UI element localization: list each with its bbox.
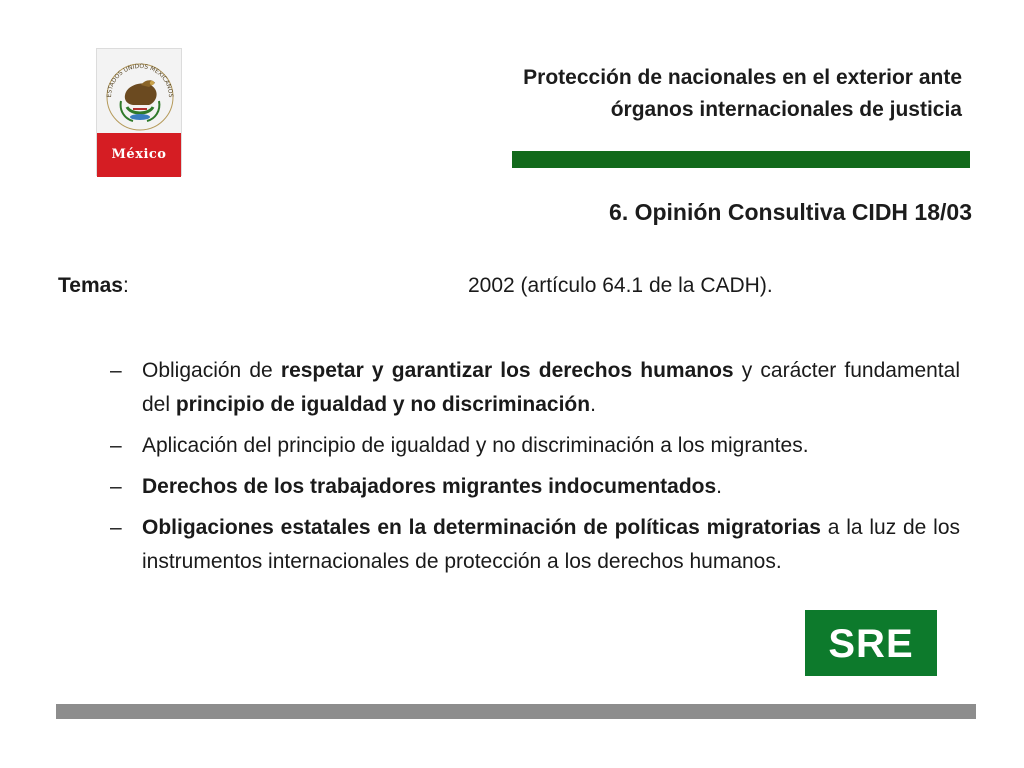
mexico-logo [96,48,182,176]
title-line-1: Protección de nacionales en el exterior ante [523,66,962,89]
body-text: . [716,475,723,498]
sre-logo: SRE [805,610,937,676]
coat-of-arms-icon [97,49,183,133]
bullet-dash: – [110,475,122,498]
bold-text: Obligaciones estatales en la determinación de políticas migratorias [142,516,821,539]
bold-text: principio de igualdad y no discriminación [175,393,591,416]
body-text: y carácter fundamental del [142,359,960,416]
temas-label: Temas: [58,274,129,297]
body-text: Obligación de [142,359,281,382]
header-accent-bar [512,151,970,168]
topics-list [110,354,960,586]
bullet-dash: – [110,359,122,382]
footer-bar [56,704,976,719]
bold-text: respetar y garantizar los derechos humanos [280,359,734,382]
body-text: a la luz de los instrumentos internacionales de protección a los derechos humanos. [142,516,960,573]
country-label: México [97,133,181,177]
temas-label-text: Temas [58,274,123,297]
body-text: Aplicación del principio de igualdad y no discriminación a los migrantes. [142,434,809,457]
bullet-dash: – [110,434,122,457]
bold-text: Derechos de los trabajadores migrantes indocumentados [142,475,717,498]
section-title: 6. Opinión Consultiva CIDH 18/03 [609,199,972,225]
list-item [110,470,960,504]
list-item [110,429,960,463]
bullet-dash: – [110,516,122,539]
title-line-2: órganos internacionales de justicia [610,98,962,121]
body-text: . [590,393,596,416]
temas-value: 2002 (artículo 64.1 de la CADH). [468,274,773,297]
presentation-title [402,62,962,126]
list-item [110,511,960,579]
list-item [110,354,960,422]
seal-text: ESTADOS UNIDOS MEXICANOS [105,62,175,98]
